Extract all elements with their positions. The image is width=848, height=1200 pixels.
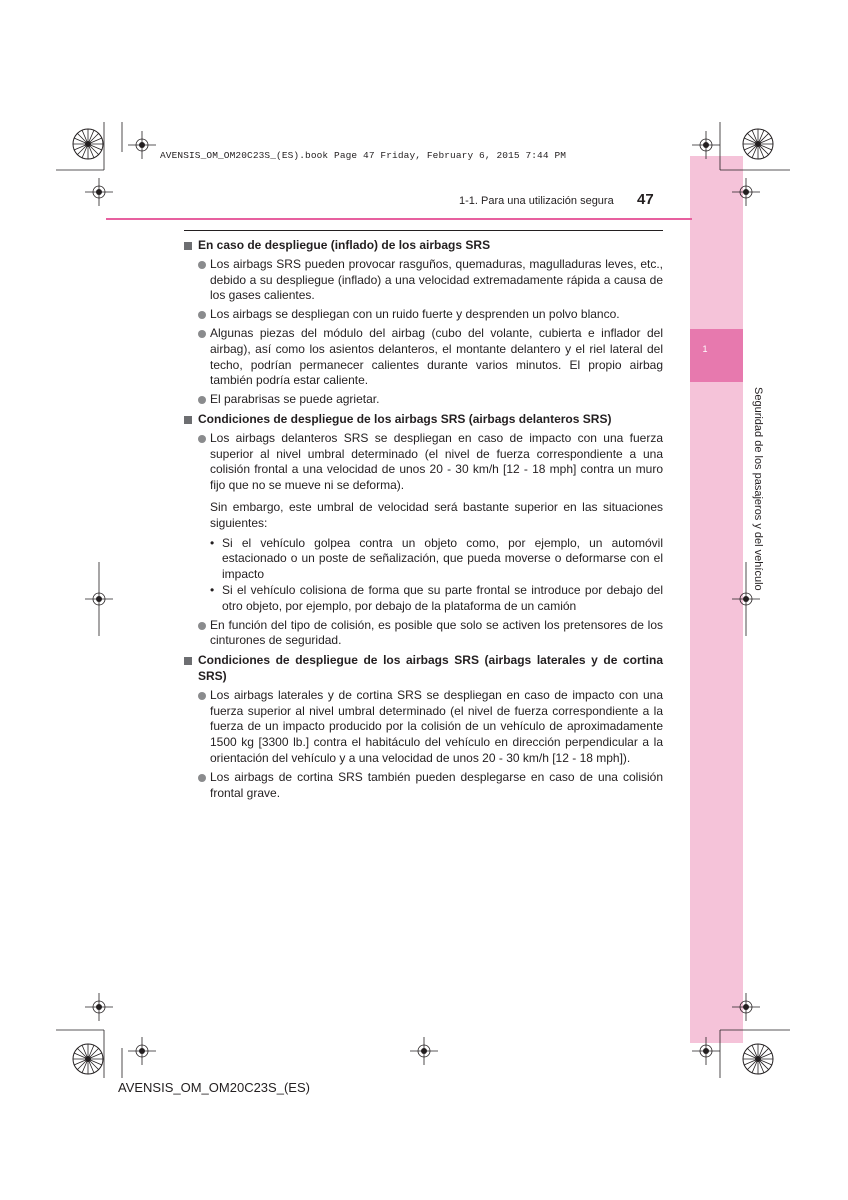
list-item: En función del tipo de colisión, es posible que solo se activen los pretensores de los cinturones de seguridad.: [184, 618, 663, 650]
crosshair-icon: [732, 993, 760, 1021]
list-item: Los airbags laterales y de cortina SRS se despliegan en caso de impacto con una fuerza superior al nivel umbral determinado (el nivel de fuerza correspondiente a la fuerza de un impacto producido por la colisión de un vehículo de aproximadamente 1500 kg [3300 lb.] contra el habitáculo del vehículo en dirección perpendicular a la orientación del vehículo y a una velocidad de unos 20 - 30 km/h [12 - 18 mph]).: [184, 688, 663, 767]
bullet-icon: [198, 435, 206, 443]
section-heading: Condiciones de despliegue de los airbags SRS (airbags laterales y de cortina SRS): [184, 653, 663, 685]
list-item: Los airbags SRS pueden provocar rasguños, quemaduras, magulladuras leves, etc., debido a su despliegue (inflado) a una velocidad extremadamente rápida a causa de los gases calientes.: [184, 257, 663, 304]
sub-bullet-marker: •: [210, 535, 215, 550]
chapter-number: 1: [702, 344, 708, 354]
crosshair-icon: [692, 131, 720, 159]
chapter-title: Seguridad de los pasajeros y del vehículo: [752, 387, 764, 591]
list-item: Los airbags se despliegan con un ruido fuerte y desprenden un polvo blanco.: [184, 307, 663, 323]
main-content: [184, 236, 663, 801]
registration-rosette-icon: [72, 128, 104, 160]
section-title: 1-1. Para una utilización segura: [459, 195, 614, 207]
list-item: El parabrisas se puede agrietar.: [184, 392, 663, 408]
bullet-icon: [198, 311, 206, 319]
crosshair-icon: [85, 993, 113, 1021]
section-heading: Condiciones de despliegue de los airbags SRS (airbags delanteros SRS): [184, 412, 663, 428]
chapter-tab-marker: [690, 329, 743, 382]
crosshair-icon: [85, 585, 113, 613]
registration-rosette-icon: [742, 1043, 774, 1075]
section-heading: En caso de despliegue (inflado) de los airbags SRS: [184, 238, 663, 254]
header-rule: [106, 218, 692, 220]
crosshair-icon: [692, 1037, 720, 1065]
registration-rosette-icon: [742, 128, 774, 160]
page-number: 47: [637, 191, 654, 208]
crosshair-icon: [410, 1037, 438, 1065]
crosshair-icon: [128, 131, 156, 159]
crosshair-icon: [732, 178, 760, 206]
list-item: Los airbags delanteros SRS se despliegan en caso de impacto con una fuerza superior al nivel umbral determinado (el nivel de fuerza correspondiente a una colisión frontal a una velocidad de unos 20 - 30 km/h [12 - 18 mph] contra un muro fijo que no se mueve ni se deforma).: [184, 431, 663, 494]
list-item: Los airbags de cortina SRS también pueden desplegarse en caso de una colisión frontal grave.: [184, 770, 663, 802]
crosshair-icon: [732, 585, 760, 613]
registration-rosette-icon: [72, 1043, 104, 1075]
bullet-icon: [198, 396, 206, 404]
bullet-icon: [198, 774, 206, 782]
book-info-line: AVENSIS_OM_OM20C23S_(ES).book Page 47 Friday, February 6, 2015 7:44 PM: [160, 150, 567, 161]
sub-bullet-marker: •: [210, 582, 215, 597]
document-footer: AVENSIS_OM_OM20C23S_(ES): [118, 1080, 310, 1095]
sub-list-item: • Si el vehículo golpea contra un objeto como, por ejemplo, un automóvil estacionado o un poste de señalización, que pueda moverse o deformarse con el impacto: [210, 535, 663, 582]
content-rule: [184, 230, 663, 231]
bullet-icon: [198, 622, 206, 630]
bullet-icon: [198, 692, 206, 700]
bullet-icon: [198, 330, 206, 338]
paragraph: Sin embargo, este umbral de velocidad será bastante superior en las situaciones siguientes:: [210, 499, 663, 530]
crosshair-icon: [128, 1037, 156, 1065]
sub-list-item: • Si el vehículo colisiona de forma que su parte frontal se introduce por debajo del otro objeto, por ejemplo, por debajo de la plataforma de un camión: [210, 582, 663, 613]
list-item: Algunas piezas del módulo del airbag (cubo del volante, cubierta e inflador del airbag), así como los asientos delanteros, el montante delantero y el riel lateral del techo, podrían permanecer calientes durante varios minutos. El propio airbag también podría estar caliente.: [184, 326, 663, 389]
bullet-icon: [198, 261, 206, 269]
crosshair-icon: [85, 178, 113, 206]
